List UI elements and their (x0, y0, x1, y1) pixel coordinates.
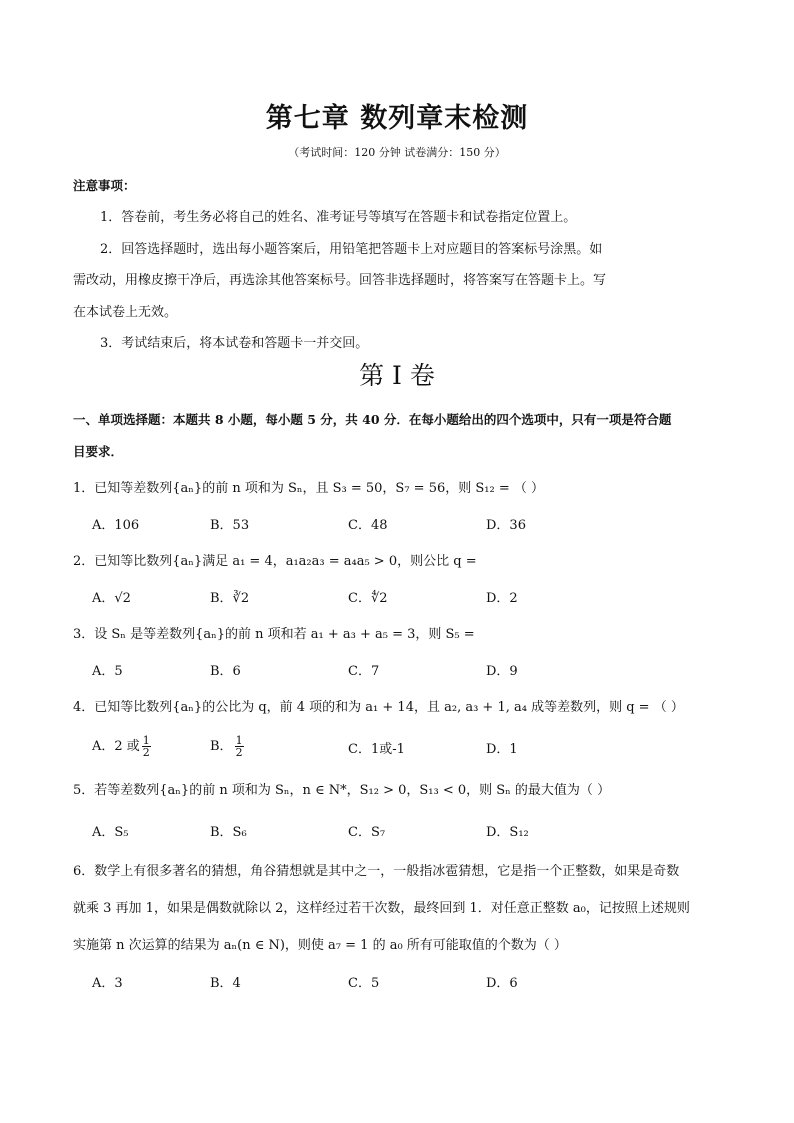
question-6-stem-line-1: 6．数学上有很多著名的猜想，角谷猜想就是其中之一，一般指冰雹猜想，它是指一个正整数，如果是奇数 (73, 864, 680, 879)
fraction-numerator: 1 (142, 734, 150, 747)
question-5-option-d: D．S₁₂ (486, 825, 529, 840)
notice-item-3: 3．考试结束后，将本试卷和答题卡一并交回。 (100, 336, 369, 351)
question-1-option-d: D．36 (486, 518, 526, 533)
question-1-option-a: A．106 (92, 518, 140, 533)
volume-heading: 第 I 卷 (359, 361, 435, 390)
question-1-stem: 1．已知等差数列{aₙ}的前 n 项和为 Sₙ，且 S₃ = 50，S₇ = 56，则 S₁₂ = （ ） (73, 481, 545, 496)
question-4-option-c: C．1或-1 (348, 742, 405, 757)
question-1-option-b: B．53 (210, 518, 250, 533)
notice-heading: 注意事项： (73, 178, 136, 193)
section-heading-line-2: 目要求． (73, 444, 124, 459)
fraction-denominator: 2 (235, 746, 243, 759)
question-2-option-c: C．∜2 (348, 591, 388, 606)
question-4-option-d: D．1 (486, 742, 518, 757)
question-2-option-b: B．∛2 (210, 591, 250, 606)
question-4-option-a-label: A．2 或 (92, 739, 140, 754)
question-6-option-a: A．3 (92, 976, 123, 991)
question-3-option-b: B．6 (210, 664, 241, 679)
question-1-option-c: C．48 (348, 518, 388, 533)
question-4-option-a (92, 735, 153, 758)
question-6-option-b: B．4 (210, 976, 241, 991)
question-4-stem: 4．已知等比数列{aₙ}的公比为 q，前 4 项的和为 a₁ + 14，且 a₂, a₃ + 1, a₄ 成等差数列，则 q = （ ） (73, 700, 684, 715)
section-heading-line-1: 一、单项选择题：本题共 8 小题，每小题 5 分，共 40 分．在每小题给出的四个选项中，只有一项是符合题 (73, 412, 672, 427)
page-title: 第七章 数列章末检测 (265, 103, 529, 134)
notice-item-2-line-3: 在本试卷上无效。 (73, 305, 178, 320)
fraction-denominator: 2 (142, 746, 150, 759)
question-3-option-d: D．9 (486, 664, 518, 679)
question-6-stem-line-3: 实施第 n 次运算的结果为 aₙ(n ∈ N)，则使 a₇ = 1 的 a₀ 所有可能取值的个数为（ ） (73, 938, 567, 953)
exam-info: （考试时间：120 分钟 试卷满分：150 分） (288, 146, 506, 159)
question-5-stem: 5．若等差数列{aₙ}的前 n 项和为 Sₙ，n ∈ N*，S₁₂ > 0，S₁₃ < 0，则 Sₙ 的最大值为（ ） (73, 783, 611, 798)
question-6-stem-line-2: 就乘 3 再加 1，如果是偶数就除以 2，这样经过若干次数，最终回到 1．对任意正整数 a₀，记按照上述规则 (73, 901, 690, 916)
question-5-option-c: C．S₇ (348, 825, 386, 840)
question-2-stem: 2．已知等比数列{aₙ}满足 a₁ = 4，a₁a₂a₃ = a₄a₅ > 0，则公比 q = (73, 554, 477, 569)
notice-item-1: 1．答卷前，考生务必将自己的姓名、准考证号等填写在答题卡和试卷指定位置上。 (100, 210, 577, 225)
question-6-option-d: D．6 (486, 976, 518, 991)
fraction-numerator: 1 (235, 734, 243, 747)
question-3-option-c: C．7 (348, 664, 380, 679)
question-2-option-a: A．√2 (92, 591, 131, 606)
question-6-option-c: C．5 (348, 976, 380, 991)
question-4-option-b-label: B． (210, 739, 233, 754)
fraction-one-half (235, 735, 244, 758)
question-5-option-a: A．S₅ (92, 825, 129, 840)
notice-item-2-line-1: 2．回答选择题时，选出每小题答案后，用铅笔把答题卡上对应题目的答案标号涂黑。如 (100, 242, 603, 257)
question-3-stem: 3．设 Sₙ 是等差数列{aₙ}的前 n 项和若 a₁ + a₃ + a₅ = 3，则 S₅ = (73, 627, 475, 642)
question-4-option-b (210, 735, 246, 758)
question-5-option-b: B．S₆ (210, 825, 247, 840)
question-2-option-d: D．2 (486, 591, 518, 606)
fraction-one-half (142, 735, 151, 758)
question-3-option-a: A．5 (92, 664, 123, 679)
notice-item-2-line-2: 需改动，用橡皮擦干净后，再选涂其他答案标号。回答非选择题时，将答案写在答题卡上。写 (73, 273, 607, 288)
